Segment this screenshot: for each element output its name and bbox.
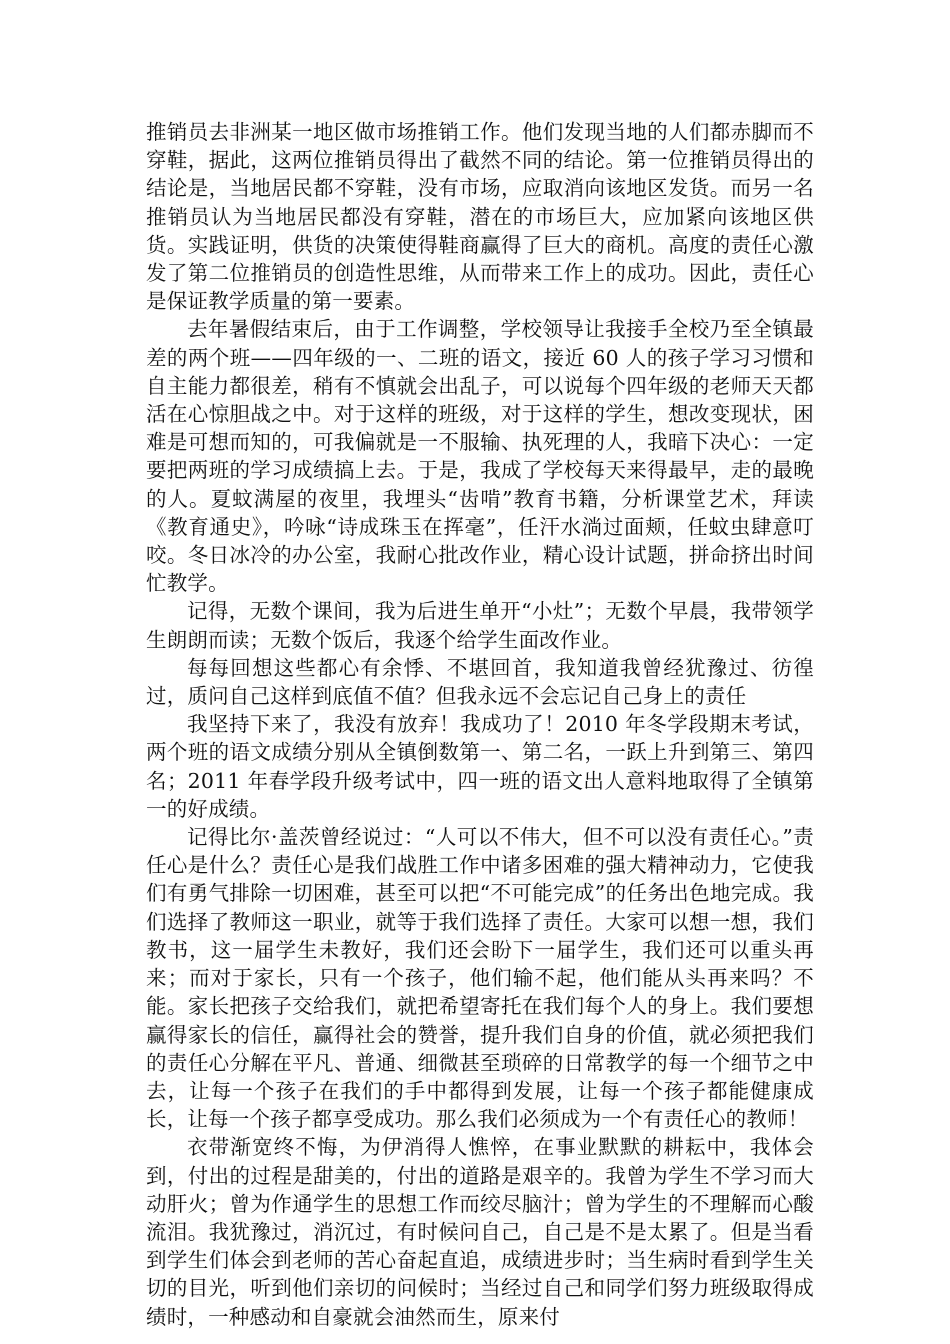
- paragraph-1: 推销员去非洲某一地区做市场推销工作。他们发现当地的人们都赤脚而不穿鞋，据此，这两位推销员得出了截然不同的结论。第一位推销员得出的结论是，当地居民都不穿鞋，没有市场，应取消向该地区发货。而另一名推销员认为当地居民都没有穿鞋，潜在的市场巨大，应加紧向该地区供货。实践证明，供货的决策使得鞋商赢得了巨大的商机。高度的责任心激发了第二位推销员的创造性思维，从而带来工作上的成功。因此，责任心是保证教学质量的第一要素。: [146, 120, 814, 314]
- paragraph-2: 去年暑假结束后，由于工作调整，学校领导让我接手全校乃至全镇最差的两个班——四年级的一、二班的语文，接近 60 人的孩子学习习惯和自主能力都很差，稍有不慎就会出乱子，可以说每个四年级的老师天天都活在心惊胆战之中。对于这样的班级，对于这样的学生，想改变现状，困难是可想而知的，可我偏就是一不服输、执死理的人，我暗下决心：一定要把两班的学习成绩搞上去。于是，我成了学校每天来得最早，走的最晚的人。夏蚊满屋的夜里，我埋头“齿啃”教育书籍，分析课堂艺术，拜读《教育通史》，吟咏“诗成珠玉在挥毫”，任汗水淌过面颊，任蚊虫肆意叮咬。冬日冰冷的办公室，我耐心批改作业，精心设计试题，拼命挤出时间忙教学。: [146, 317, 814, 596]
- paragraph-4: 每每回想这些都心有余悸、不堪回首，我知道我曾经犹豫过、彷徨过，质问自己这样到底值不值？但我永远不会忘记自己身上的责任: [146, 655, 814, 709]
- document-body: [146, 118, 814, 1331]
- paragraph-7: 衣带渐宽终不悔，为伊消得人憔悴，在事业默默的耕耘中，我体会到，付出的过程是甜美的，付出的道路是艰辛的。我曾为学生不学习而大动肝火；曾为作通学生的思想工作而绞尽脑汁；曾为学生的不理解而心酸流泪。我犹豫过，消沉过，有时候问自己，自己是不是太累了。但是当看到学生们体会到老师的苦心奋起直追，成绩进步时；当生病时看到学生关切的目光，听到他们亲切的问候时；当经过自己和同学们努力班级取得成绩时，一种感动和自豪就会油然而生，原来付: [146, 1135, 814, 1329]
- paragraph-5: 我坚持下来了，我没有放弃！我成功了！2010 年冬学段期末考试，两个班的语文成绩分别从全镇倒数第一、第二名，一跃上升到第三、第四名；2011 年春学段升级考试中，四一班的语文出人意料地取得了全镇第一的好成绩。: [146, 712, 814, 821]
- paragraph-6: 记得比尔·盖茨曾经说过：“人可以不伟大，但不可以没有责任心。”责任心是什么？责任心是我们战胜工作中诸多困难的强大精神动力，它使我们有勇气排除一切困难，甚至可以把“不可能完成”的任务出色地完成。我们选择了教师这一职业，就等于我们选择了责任。大家可以想一想，我们教书，这一届学生未教好，我们还会盼下一届学生，我们还可以重头再来；而对于家长，只有一个孩子，他们输不起，他们能从头再来吗？不能。家长把孩子交给我们，就把希望寄托在我们每个人的身上。我们要想赢得家长的信任，赢得社会的赞誉，提升我们自身的价值，就必须把我们的责任心分解在平凡、普通、细微甚至琐碎的日常教学的每一个细节之中去，让每一个孩子在我们的手中都得到发展，让每一个孩子都能健康成长，让每一个孩子都享受成功。那么我们必须成为一个有责任心的教师！: [146, 825, 814, 1132]
- paragraph-3: 记得，无数个课间，我为后进生单开“小灶”；无数个早晨，我带领学生朗朗而读；无数个饭后，我逐个给学生面改作业。: [146, 599, 814, 652]
